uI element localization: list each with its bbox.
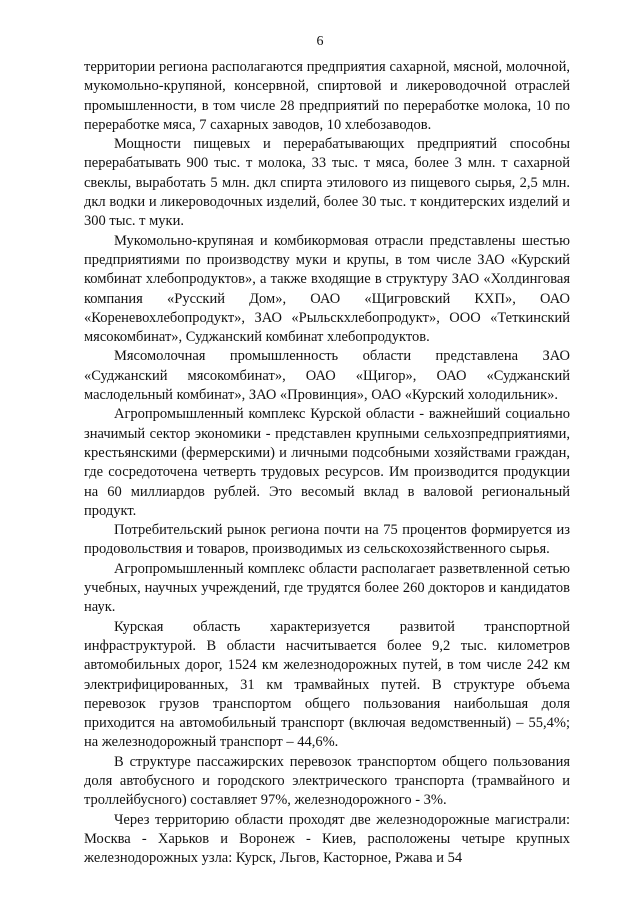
paragraph-agro-complex: Агропромышленный комплекс Курской области - важнейший социально значимый сектор экономики - представлен крупными сельхозпредприятиями, крестьянскими (фермерскими) и личными подсобными хозяйствами граждан, где сосредоточена четверть трудовых ресурсов. Им производится продукции на 60 миллиардов рублей. Это весомый вклад в валовой региональный продукт. <box>84 406 570 519</box>
paragraph-milling-industry: Мукомольно-крупяная и комбикормовая отрасли представлены шестью предприятиями по производству муки и крупы, в том числе ЗАО «Курский комбинат хлебопродуктов», а также входящие в структуру ЗАО «Холдинговая компания «Русский Дом», ОАО «Щигровский КХП», ОАО «Кореневохлебопродукт», ЗАО «Рыльскхлебопродукт», ООО «Теткинский мясокомбинат», Суджанский комбинат хлебопродуктов. <box>84 232 570 346</box>
paragraph-passenger-transport: В структуре пассажирских перевозок транспортом общего пользования доля автобусного и городского электрического транспорта (трамвайного и троллейбусного) составляет 97%, железнодорожного - 3%. <box>84 753 570 809</box>
paragraph-food-industry-enterprises: территории региона располагаются предприятия сахарной, мясной, молочной, мукомольно-крупяной, консервной, спиртовой и ликероводочной отраслей промышленности, в том числе 28 предприятий по переработке молока, 10 по переработке мяса, 7 сахарных заводов, 10 хлебозаводов. <box>84 59 570 133</box>
paragraph-transport-infrastructure: Курская область характеризуется развитой транспортной инфраструктурой. В области насчитывается более 9,2 тыс. километров автомобильных дорог, 1524 км железнодорожных путей, в том числе 242 км электрифицированных, 31 км трамвайных путей. В структуре объема перевозок грузов транспортом общего пользования наибольшая доля приходится на автомобильный транспорт (включая ведомственный) – 55,4%; на железнодорожный транспорт – 44,6%. <box>84 618 570 751</box>
paragraph-meat-dairy-industry: Мясомолочная промышленность области представлена ЗАО «Суджанский мясокомбинат», ОАО «Щигор», ОАО «Суджанский маслодельный комбинат», ЗАО «Провинция», ОАО «Курский холодильник». <box>84 348 570 404</box>
paragraph-education-network: Агропромышленный комплекс области располагает разветвленной сетью учебных, научных учреждений, где трудятся более 260 докторов и кандидатов наук. <box>84 560 570 616</box>
paragraph-processing-capacity: Мощности пищевых и перерабатывающих предприятий способны перерабатывать 900 тыс. т молока, 33 тыс. т мяса, более 3 млн. т сахарной свеклы, выработать 5 млн. дкл спирта этилового из пищевого сырья, 2,5 млн. дкл водки и ликероводочных изделий, более 30 тыс. т кондитерских изделий и 300 тыс. т муки. <box>84 136 570 230</box>
body-text <box>84 58 570 868</box>
page-number: 6 <box>316 34 324 49</box>
paragraph-consumer-market: Потребительский рынок региона почти на 75 процентов формируется из продовольствия и товаров, производимых из сельскохозяйственного сырья. <box>84 522 570 558</box>
paragraph-railway-lines: Через территорию области проходят две железнодорожные магистрали: Москва - Харьков и Воронеж - Киев, расположены четыре крупных железнодорожных узла: Курск, Льгов, Касторное, Ржава и 54 <box>84 811 570 867</box>
